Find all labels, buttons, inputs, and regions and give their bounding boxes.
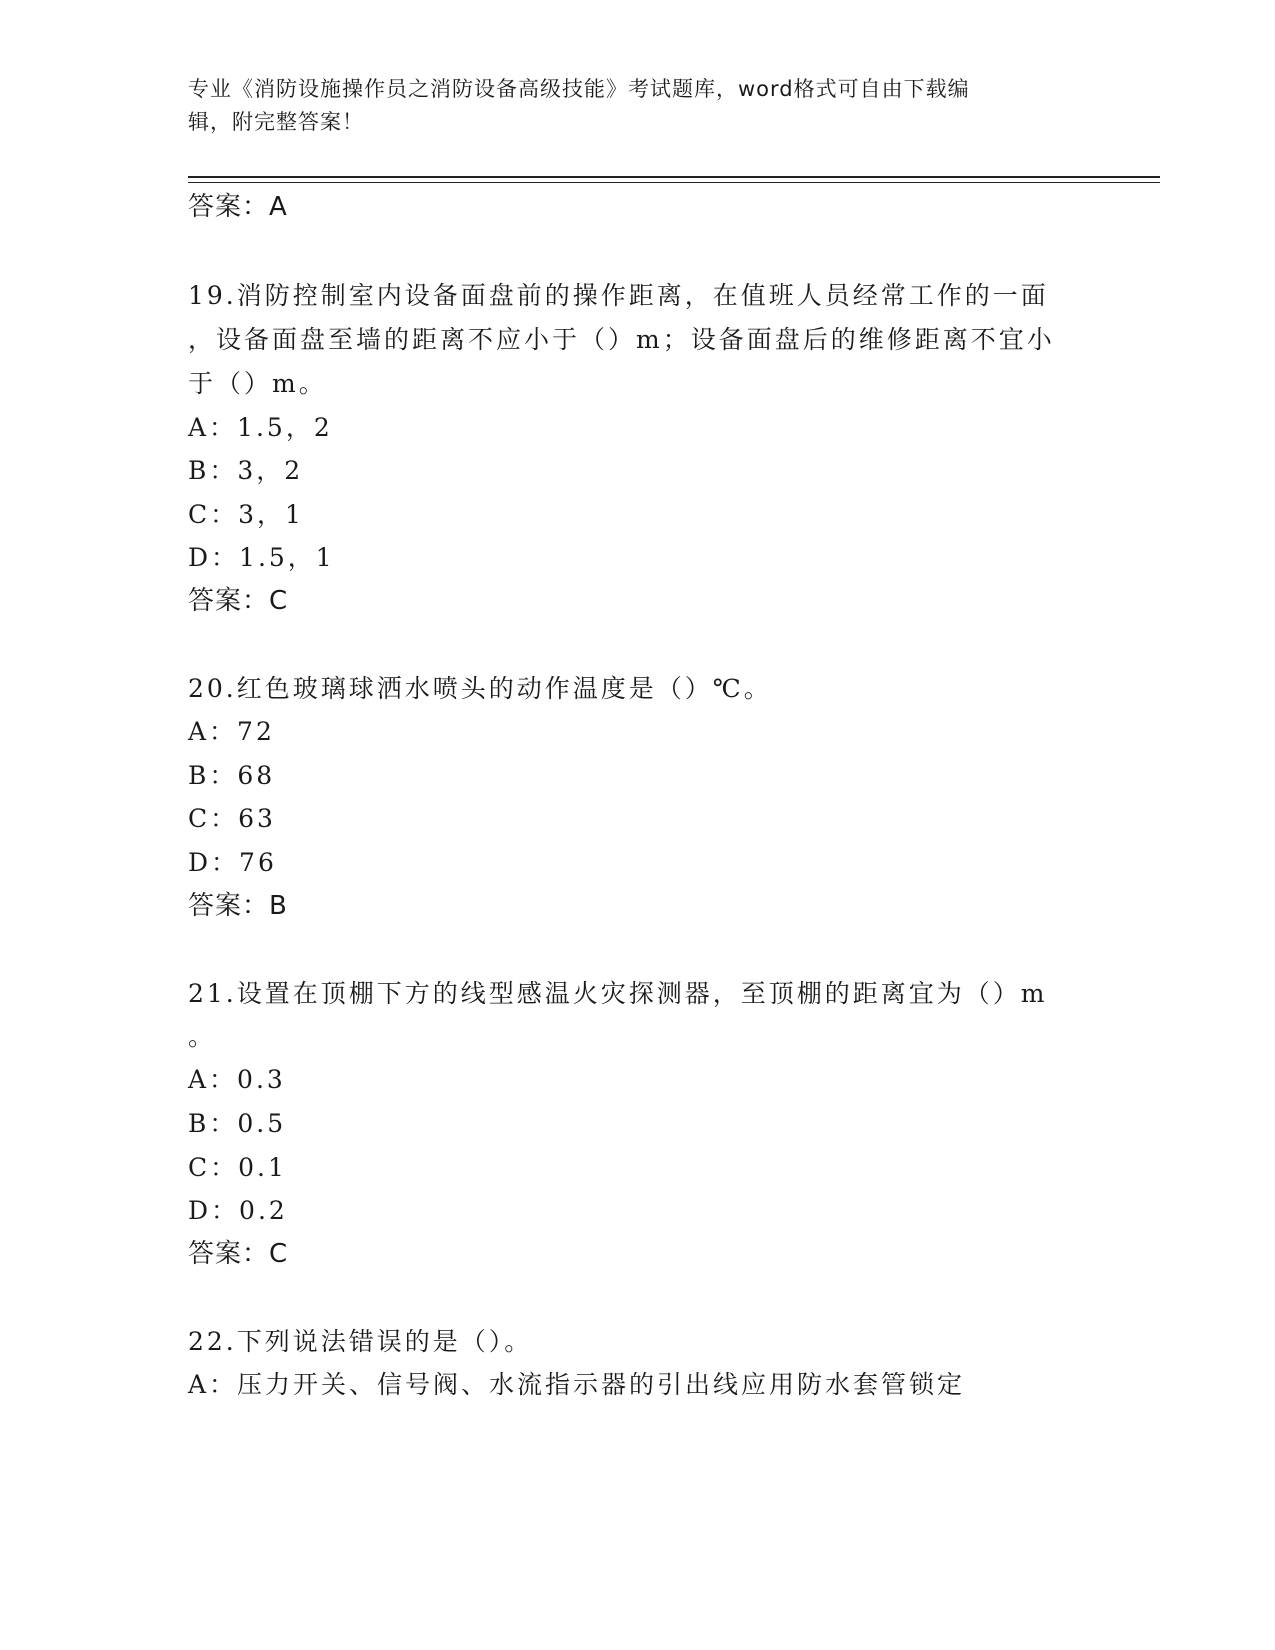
q19-option-d: D：1.5，1 <box>188 543 335 572</box>
q19-option-c: C：3，1 <box>188 500 304 529</box>
header-line-2: 辑，附完整答案！ <box>188 110 364 134</box>
q20-option-c: C：63 <box>188 804 276 833</box>
q19-option-b: B：3，2 <box>188 456 304 485</box>
q21-option-d: D：0.2 <box>188 1196 288 1225</box>
q19-stem-line-2: ，设备面盘至墙的距离不应小于（）m；设备面盘后的维修距离不宜小 <box>188 325 1055 354</box>
q19-answer: 答案：C <box>188 586 289 616</box>
q20-option-a: A：72 <box>188 717 275 746</box>
q19-stem-line-1: 19.消防控制室内设备面盘前的操作距离，在值班人员经常工作的一面 <box>188 281 1049 310</box>
header-rule-thick <box>188 176 1160 178</box>
q21-option-c: C：0.1 <box>188 1153 287 1182</box>
q22-stem-line-1: 22.下列说法错误的是（）。 <box>188 1327 533 1356</box>
document-header <box>188 73 1068 139</box>
q20-answer: 答案：B <box>188 891 288 921</box>
q21-stem-line-2: 。 <box>188 1022 217 1051</box>
q21-option-a: A：0.3 <box>188 1065 286 1094</box>
header-line-1: 专业《消防设施操作员之消防设备高级技能》考试题库，word格式可自由下载编 <box>188 77 970 101</box>
q21-option-b: B：0.5 <box>188 1109 287 1138</box>
header-rule-thin <box>188 182 1160 183</box>
q19-stem-line-3: 于（）m。 <box>188 369 327 398</box>
q22-option-a: A：压力开关、信号阀、水流指示器的引出线应用防水套管锁定 <box>188 1370 966 1399</box>
q20-option-d: D：76 <box>188 848 277 877</box>
q19-option-a: A：1.5，2 <box>188 413 333 442</box>
q20-option-b: B：68 <box>188 761 276 790</box>
q20-stem-line-1: 20.红色玻璃球洒水喷头的动作温度是（）℃。 <box>188 674 772 703</box>
previous-answer: 答案：A <box>188 192 288 222</box>
q21-answer: 答案：C <box>188 1239 289 1269</box>
q21-stem-line-1: 21.设置在顶棚下方的线型感温火灾探测器，至顶棚的距离宜为（）m <box>188 979 1048 1008</box>
